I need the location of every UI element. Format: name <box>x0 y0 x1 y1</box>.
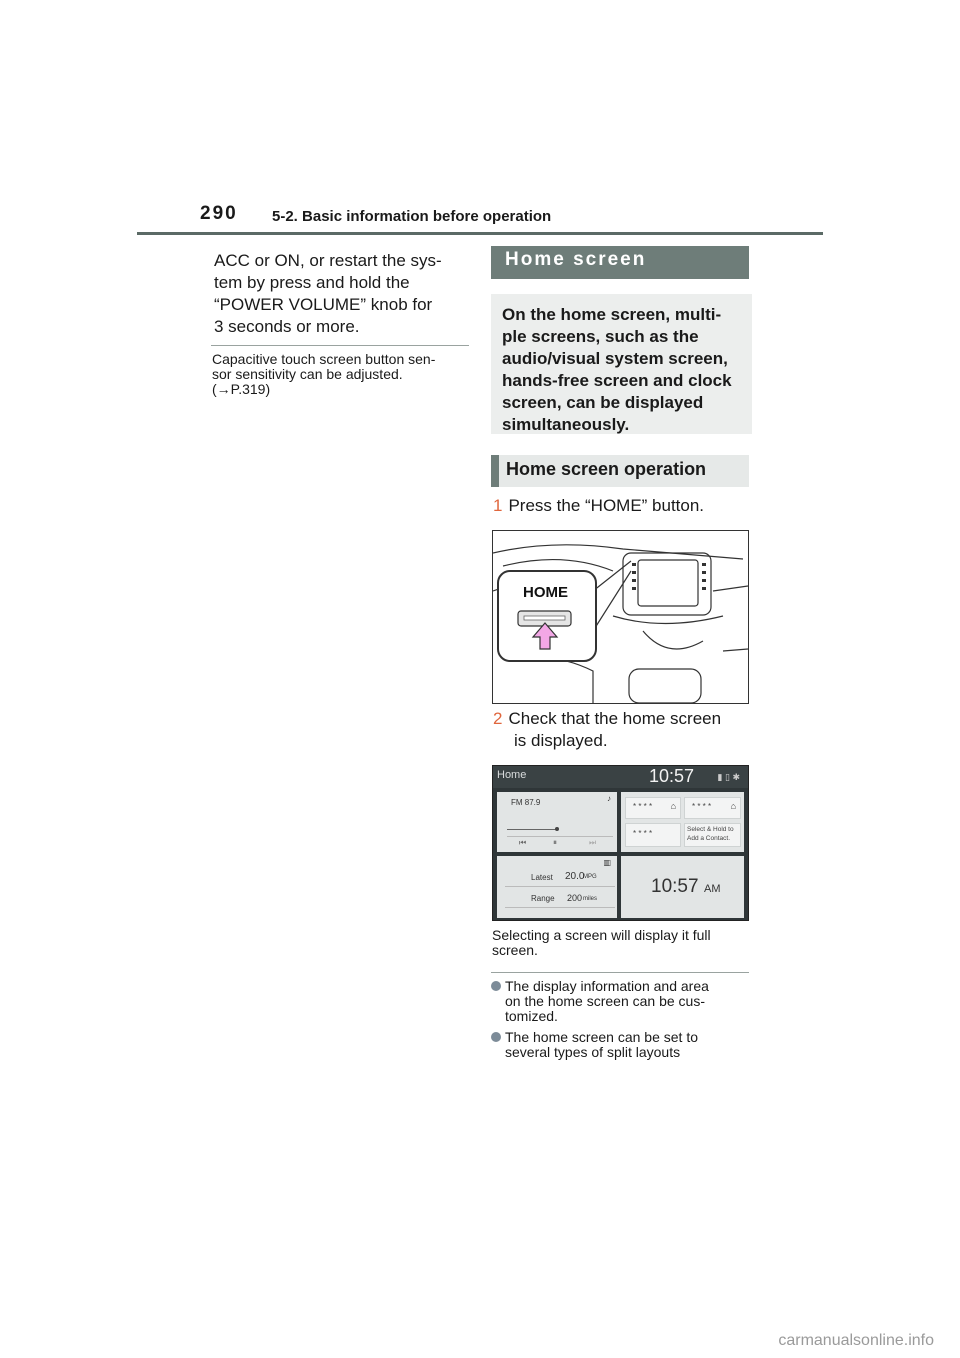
clock-time: 10:57 <box>651 876 699 897</box>
media-controls <box>507 836 613 849</box>
add-contact-text: Select & Hold to <box>687 826 734 833</box>
divider <box>505 907 615 908</box>
latest-label: Latest <box>531 873 553 882</box>
home-icon: ⌂ <box>730 801 736 811</box>
next-icon[interactable]: ⏭ <box>589 838 597 847</box>
home-icon: ⌂ <box>670 801 676 811</box>
intro-line: On the home screen, multi- <box>502 305 722 324</box>
divider <box>505 886 615 887</box>
dashboard-illustration <box>493 531 748 703</box>
clock-tile[interactable] <box>621 856 744 918</box>
radio-station: FM 87.9 <box>511 798 541 807</box>
range-label: Range <box>531 894 555 903</box>
clock-ampm: AM <box>704 883 721 895</box>
intro-line: screen, can be displayed <box>502 393 704 412</box>
music-note-icon: ♪ <box>607 794 611 803</box>
favorite-name: * * * * <box>633 829 653 838</box>
bullets-divider <box>491 972 749 973</box>
favorite-contact-3[interactable] <box>625 823 681 847</box>
phone-tile[interactable] <box>621 792 744 852</box>
step-text: is displayed. <box>514 731 608 750</box>
pause-icon[interactable]: ⏸ <box>553 838 557 847</box>
step-number: 1 <box>493 496 503 515</box>
bullet-line: on the home screen can be cus- <box>505 993 706 1009</box>
left-continuation-text <box>214 250 474 338</box>
section-title: 5-2. Basic information before operation <box>272 208 552 225</box>
header-rule <box>137 232 823 235</box>
bullet-list <box>491 979 753 1066</box>
progress-bar <box>507 829 557 830</box>
bullet-line: tomized. <box>505 1008 558 1024</box>
caption-line: screen. <box>492 942 538 958</box>
latest-unit: MPG <box>583 874 597 880</box>
favorite-contact-2[interactable] <box>684 797 741 819</box>
bullet-icon <box>491 1032 501 1042</box>
note-divider <box>211 345 469 346</box>
left-note <box>212 352 470 397</box>
page-number: 290 <box>200 203 238 224</box>
intro-line: hands-free screen and clock <box>502 371 732 390</box>
home-screen-heading: Home screen <box>491 246 749 279</box>
range-unit: miles <box>583 896 598 902</box>
screen-title: Home <box>497 769 527 781</box>
favorite-name: * * * * <box>692 802 712 811</box>
previous-icon[interactable]: ⏮ <box>519 838 527 847</box>
bullet-line: The home screen can be set to <box>505 1029 698 1045</box>
note-line: sor sensitivity can be adjusted. <box>212 366 403 382</box>
step-1 <box>493 495 753 517</box>
text-line: ACC or ON, or restart the sys- <box>214 251 442 270</box>
fuel-icon: ▥ <box>603 858 611 867</box>
fuel-tile[interactable] <box>497 856 617 918</box>
favorite-contact-1[interactable] <box>625 797 681 819</box>
add-contact-text: Add a Contact. <box>687 835 730 842</box>
home-screen-figure <box>492 765 749 921</box>
bullet-line: The display information and area <box>505 978 709 994</box>
bullet-icon <box>491 981 501 991</box>
screen-header <box>493 766 748 788</box>
caption-line: Selecting a screen will display it full <box>492 927 711 943</box>
latest-value: 20.0 <box>565 871 585 882</box>
note-line: Capacitive touch screen button sen- <box>212 351 436 367</box>
step-text: Check that the home screen <box>508 709 722 728</box>
home-screen-operation-heading: Home screen operation <box>491 455 749 487</box>
page-reference-link[interactable]: (→P.319) <box>212 381 271 397</box>
step-text: Press the “HOME” button. <box>508 496 705 515</box>
add-contact-slot[interactable] <box>684 823 741 847</box>
intro-line: ple screens, such as the <box>502 327 699 346</box>
step-number: 2 <box>493 709 503 728</box>
bullet-line: several types of split layouts <box>505 1044 681 1060</box>
figure-caption <box>492 928 752 958</box>
intro-line: audio/visual system screen, <box>502 349 728 368</box>
audio-tile[interactable] <box>497 792 617 852</box>
text-line: tem by press and hold the <box>214 273 410 292</box>
text-line: “POWER VOLUME” knob for <box>214 295 433 314</box>
home-button-label: HOME <box>523 584 568 601</box>
home-screen-intro <box>491 294 752 434</box>
text-line: 3 seconds or more. <box>214 317 360 336</box>
range-value: 200 <box>567 893 583 903</box>
screen-time: 10:57 <box>649 766 695 786</box>
watermark: carmanualsonline.info <box>778 1332 934 1349</box>
bullet-item <box>491 1030 753 1060</box>
favorite-name: * * * * <box>633 802 653 811</box>
dashboard-figure <box>492 530 749 704</box>
bullet-item <box>491 979 753 1024</box>
step-2 <box>493 708 753 752</box>
status-icons: ▮ ▯ ✱ <box>717 772 740 782</box>
progress-knob[interactable] <box>555 827 559 831</box>
intro-line: simultaneously. <box>502 415 630 434</box>
